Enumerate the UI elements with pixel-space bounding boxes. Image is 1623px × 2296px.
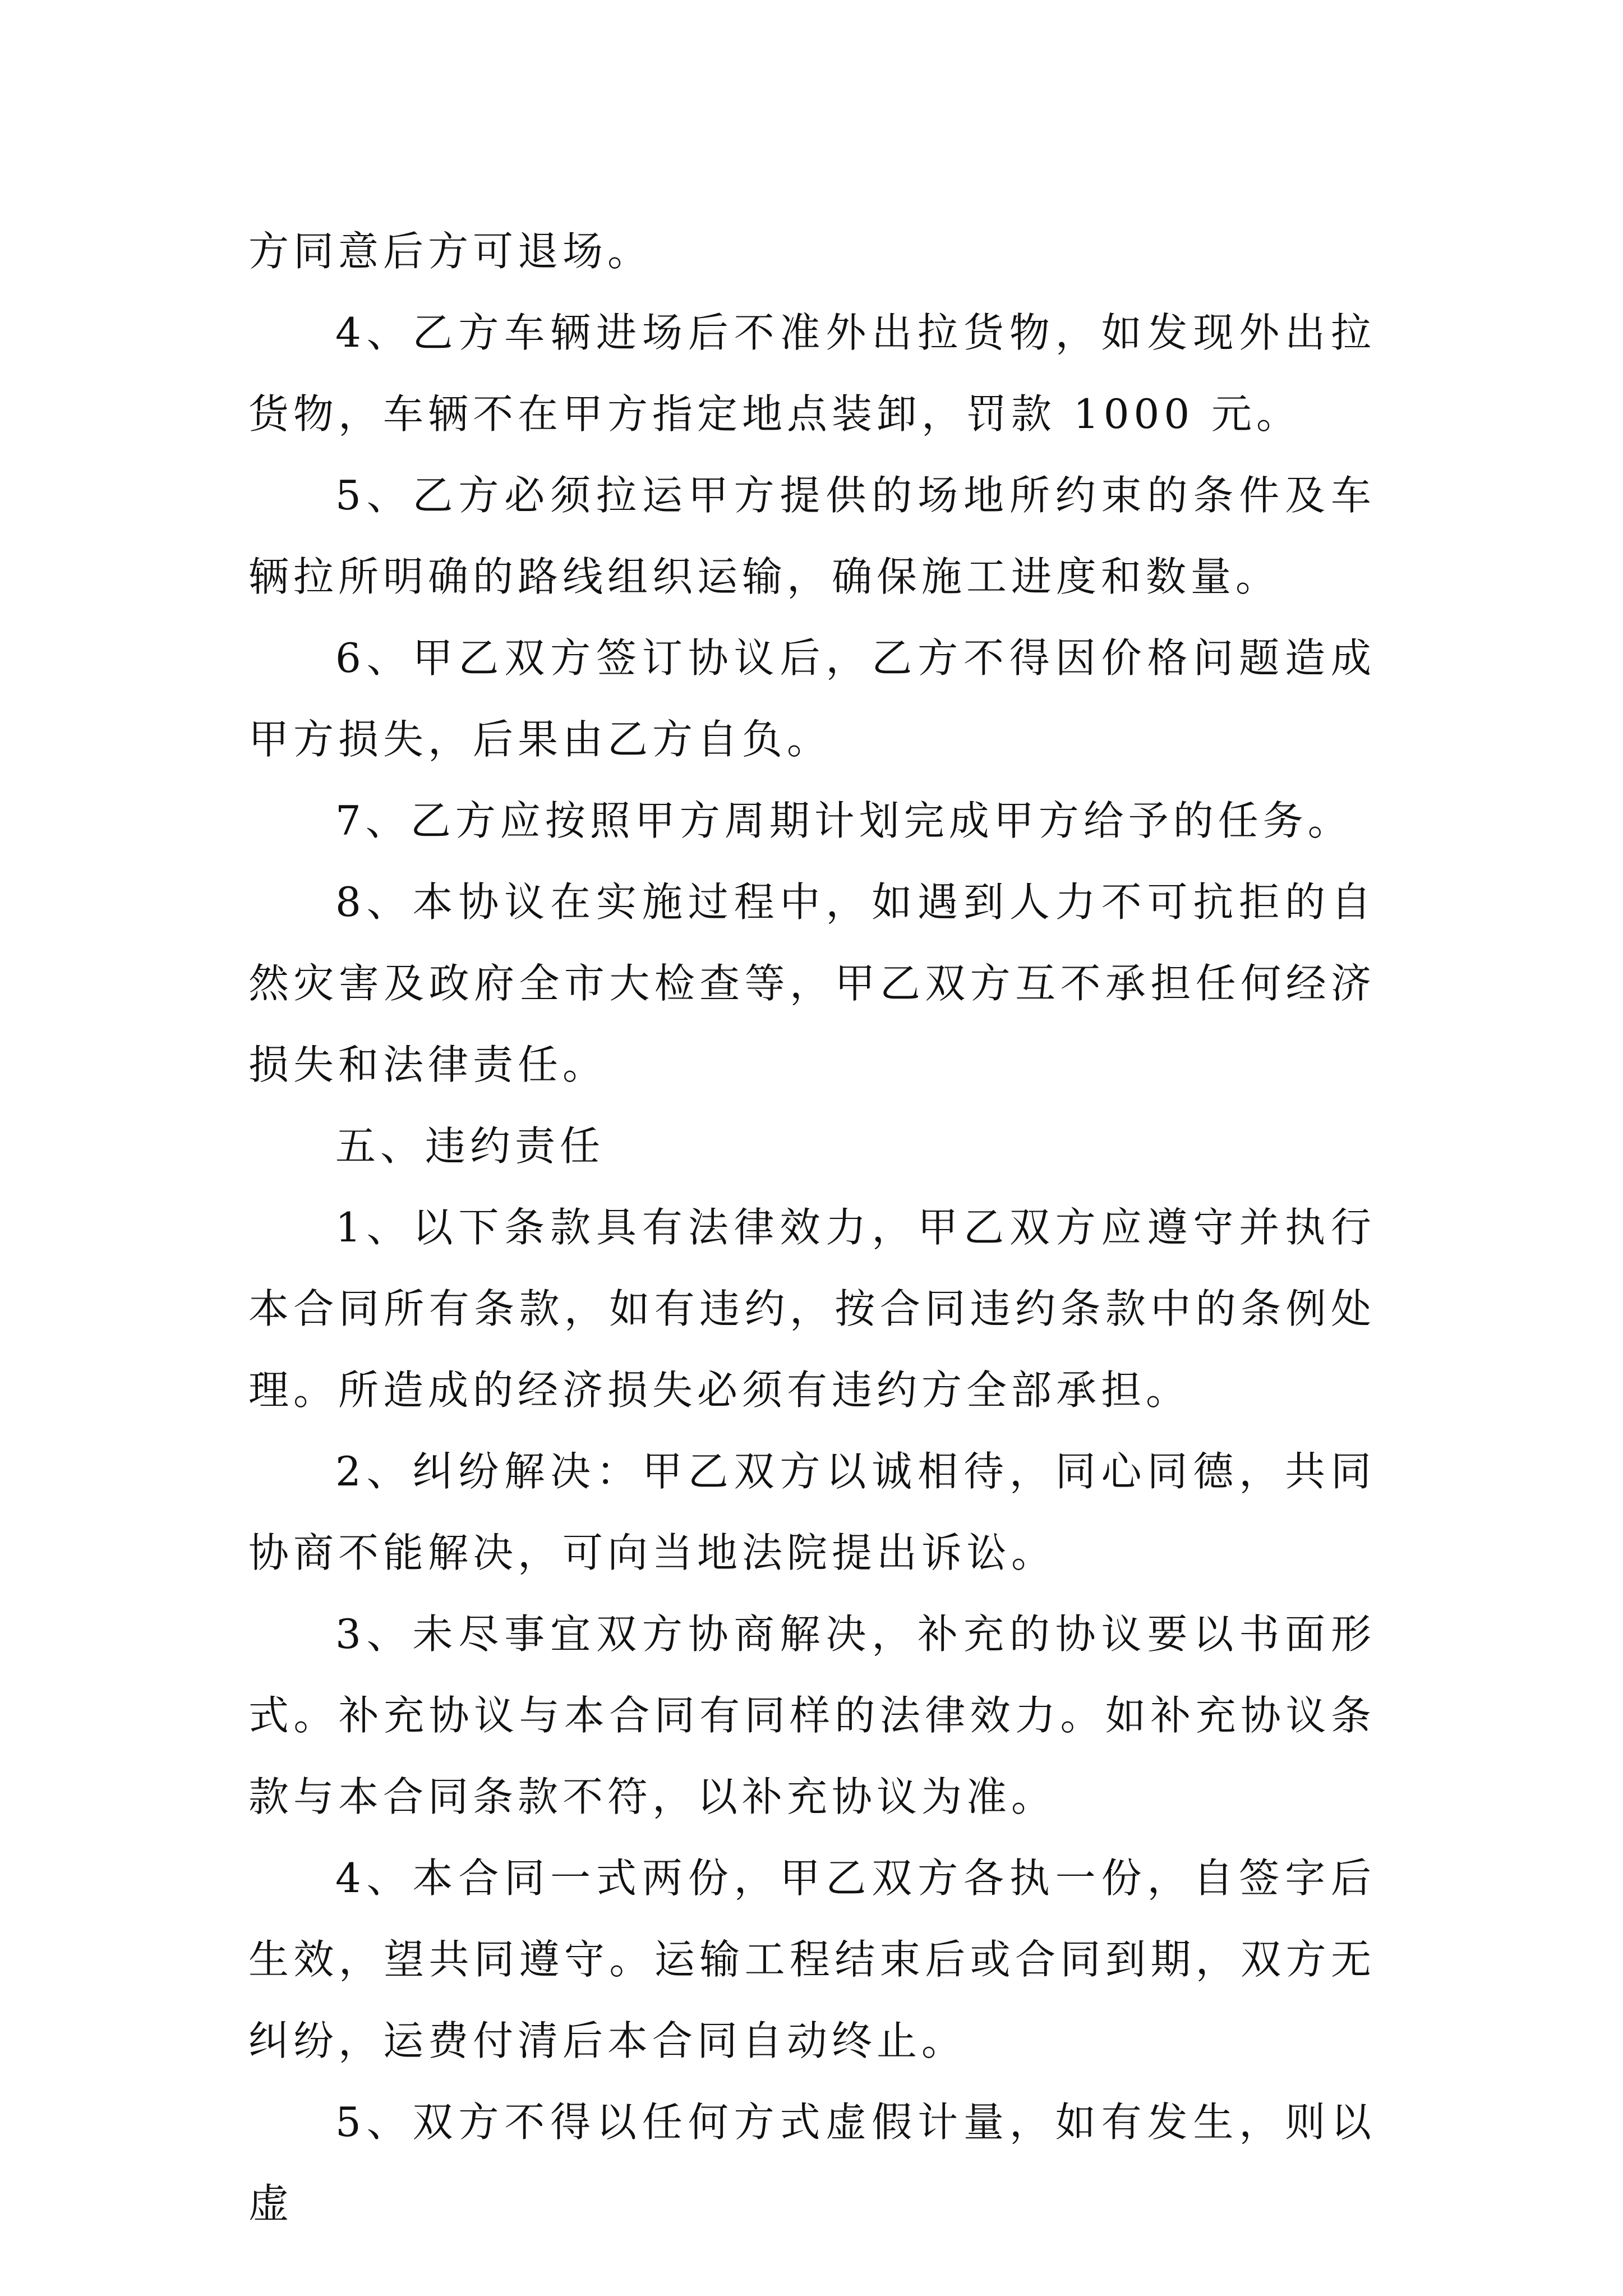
breach-clause-1: 1、以下条款具有法律效力，甲乙双方应遵守并执行本合同所有条款，如有违约，按合同违约条款中的条例处理。所造成的经济损失必须有违约方全部承担。 bbox=[248, 1204, 1376, 1414]
breach-clause-2: 2、纠纷解决：甲乙双方以诚相待，同心同德，共同协商不能解决，可向当地法院提出诉讼。 bbox=[248, 1448, 1376, 1576]
clause-4-vehicle-rules: 4、乙方车辆进场后不准外出拉货物，如发现外出拉货物，车辆不在甲方指定地点装卸，罚款 1000 元。 bbox=[248, 309, 1376, 438]
breach-clause-3: 3、未尽事宜双方协商解决，补充的协议要以书面形式。补充协议与本合同有同样的法律效力。如补充协议条款与本合同条款不符，以补充协议为准。 bbox=[248, 1611, 1376, 1820]
paragraph-continuation: 方同意后方可退场。 bbox=[248, 228, 653, 275]
document-body bbox=[248, 211, 1376, 2244]
breach-clause-4: 4、本合同一式两份，甲乙双方各执一份，自签字后生效，望共同遵守。运输工程结束后或合同到期，双方无纠纷，运费付清后本合同自动终止。 bbox=[248, 1855, 1376, 2064]
clause-5-transport-route: 5、乙方必须拉运甲方提供的场地所约束的条件及车辆拉所明确的路线组织运输，确保施工进度和数量。 bbox=[248, 472, 1376, 600]
clause-7-schedule: 7、乙方应按照甲方周期计划完成甲方给予的任务。 bbox=[335, 797, 1353, 844]
clause-8-force-majeure: 8、本协议在实施过程中，如遇到人力不可抗拒的自然灾害及政府全市大检查等，甲乙双方互不承担任何经济损失和法律责任。 bbox=[248, 878, 1376, 1088]
section-heading-breach: 五、违约责任 bbox=[335, 1122, 605, 1170]
breach-clause-5: 5、双方不得以任何方式虚假计量，如有发生，则以虚 bbox=[248, 2099, 1376, 2227]
clause-6-price-issue: 6、甲乙双方签订协议后，乙方不得因价格问题造成甲方损失，后果由乙方自负。 bbox=[248, 634, 1376, 763]
